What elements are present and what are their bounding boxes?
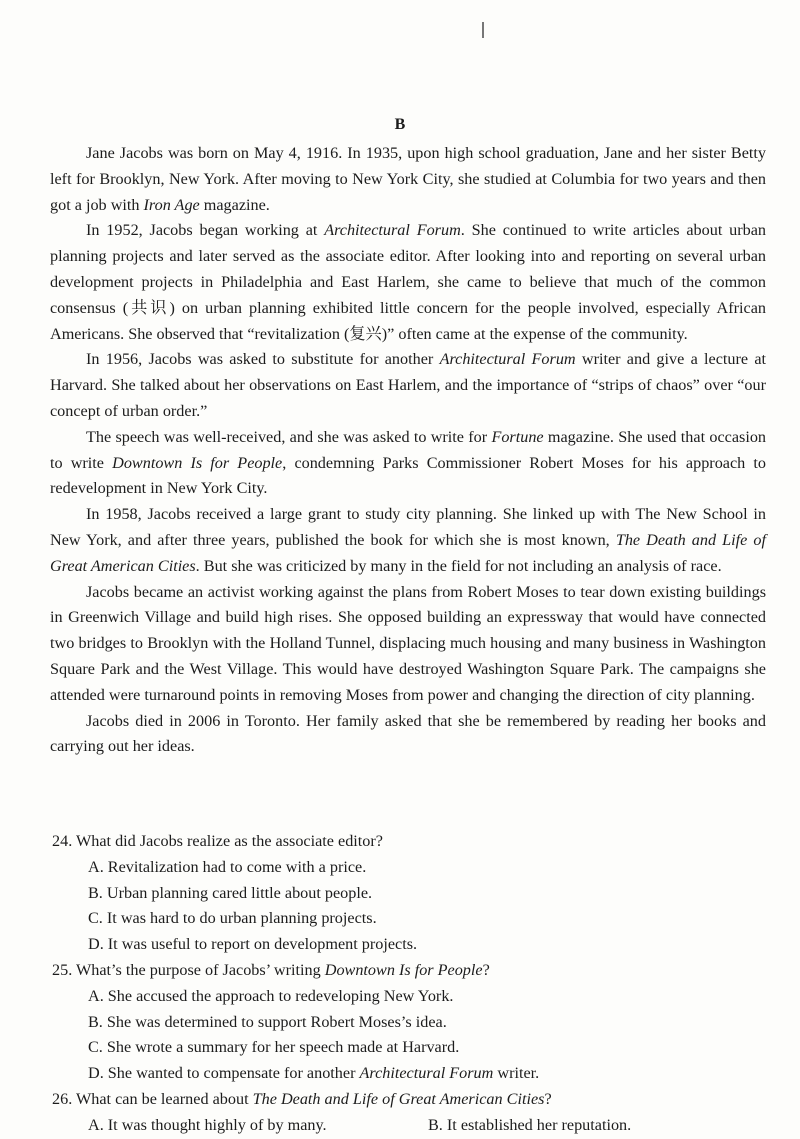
reading-passage bbox=[50, 141, 766, 760]
section-heading: B bbox=[394, 116, 406, 133]
question-25-option-b: B. She was determined to support Robert Moses’s idea. bbox=[88, 1012, 447, 1031]
paragraph-7: Jacobs died in 2006 in Toronto. Her family asked that she be remembered by reading her books and carrying out her ideas. bbox=[50, 711, 766, 756]
question-25-option-c: C. She wrote a summary for her speech made at Harvard. bbox=[88, 1038, 460, 1057]
question-25-stem: 25. What’s the purpose of Jacobs’ writing Downtown Is for People? bbox=[52, 960, 490, 979]
question-26-option-b: B. It established her reputation. bbox=[428, 1115, 632, 1134]
questions bbox=[52, 829, 768, 1139]
question-24-stem: 24. What did Jacobs realize as the associate editor? bbox=[52, 832, 383, 850]
paragraph-5: In 1958, Jacobs received a large grant to study city planning. She linked up with The New School in New York, and after three years, published the book for which she is most known, The Death and Life of Great American Cities. But she was criticized by many in the field for not including an analysis of race. bbox=[50, 505, 766, 575]
question-26-stem: 26. What can be learned about The Death and Life of Great American Cities? bbox=[52, 1089, 552, 1108]
paragraph-2: In 1952, Jacobs began working at Architectural Forum. She continued to write articles about urban planning projects and later served as the associate editor. After looking into and reporting on several urban development projects in Philadelphia and East Harlem, she came to believe that much of the common consensus (共识) on urban planning exhibited little concern for the people involved, especially African Americans. She observed that “revitalization (复兴)” often came at the expense of the community. bbox=[50, 221, 766, 343]
question-24-option-a: A. Revitalization had to come with a price. bbox=[88, 857, 367, 876]
question-26-option-a: A. It was thought highly of by many. bbox=[88, 1115, 327, 1134]
question-24-option-b: B. Urban planning cared little about people. bbox=[88, 883, 373, 902]
question-24-option-c: C. It was hard to do urban planning projects. bbox=[88, 909, 377, 928]
question-25-option-a: A. She accused the approach to redeveloping New York. bbox=[88, 986, 454, 1005]
question-26-options-row bbox=[52, 1113, 768, 1139]
page-tick-mark bbox=[482, 22, 484, 38]
paragraph-4: The speech was well-received, and she was asked to write for Fortune magazine. She used that occasion to write Downtown Is for People, condemning Parks Commissioner Robert Moses for his approach to redevelopment in New York City. bbox=[50, 427, 767, 498]
question-24-option-d: D. It was useful to report on development projects. bbox=[88, 935, 418, 954]
question-25-option-d: D. She wanted to compensate for another Architectural Forum writer. bbox=[88, 1064, 540, 1083]
paragraph-3: In 1956, Jacobs was asked to substitute for another Architectural Forum writer and give a lecture at Harvard. She talked about her observations on East Harlem, and the importance of “strips of chaos” over “our concept of urban order.” bbox=[50, 350, 767, 420]
paragraph-6: Jacobs became an activist working against the plans from Robert Moses to tear down existing buildings in Greenwich Village and build high rises. She opposed building an expressway that would have connected two bridges to Brooklyn with the Holland Tunnel, displacing much housing and many business in Washington Square Park and the West Village. This would have destroyed Washington Square Park. The campaigns she attended were turnaround points in removing Moses from power and changing the direction of city planning. bbox=[50, 582, 766, 704]
paragraph-1: Jane Jacobs was born on May 4, 1916. In 1935, upon high school graduation, Jane and her sister Betty left for Brooklyn, New York. After moving to New York City, she studied at Columbia for two years and then got a job with Iron Age magazine. bbox=[50, 144, 766, 214]
